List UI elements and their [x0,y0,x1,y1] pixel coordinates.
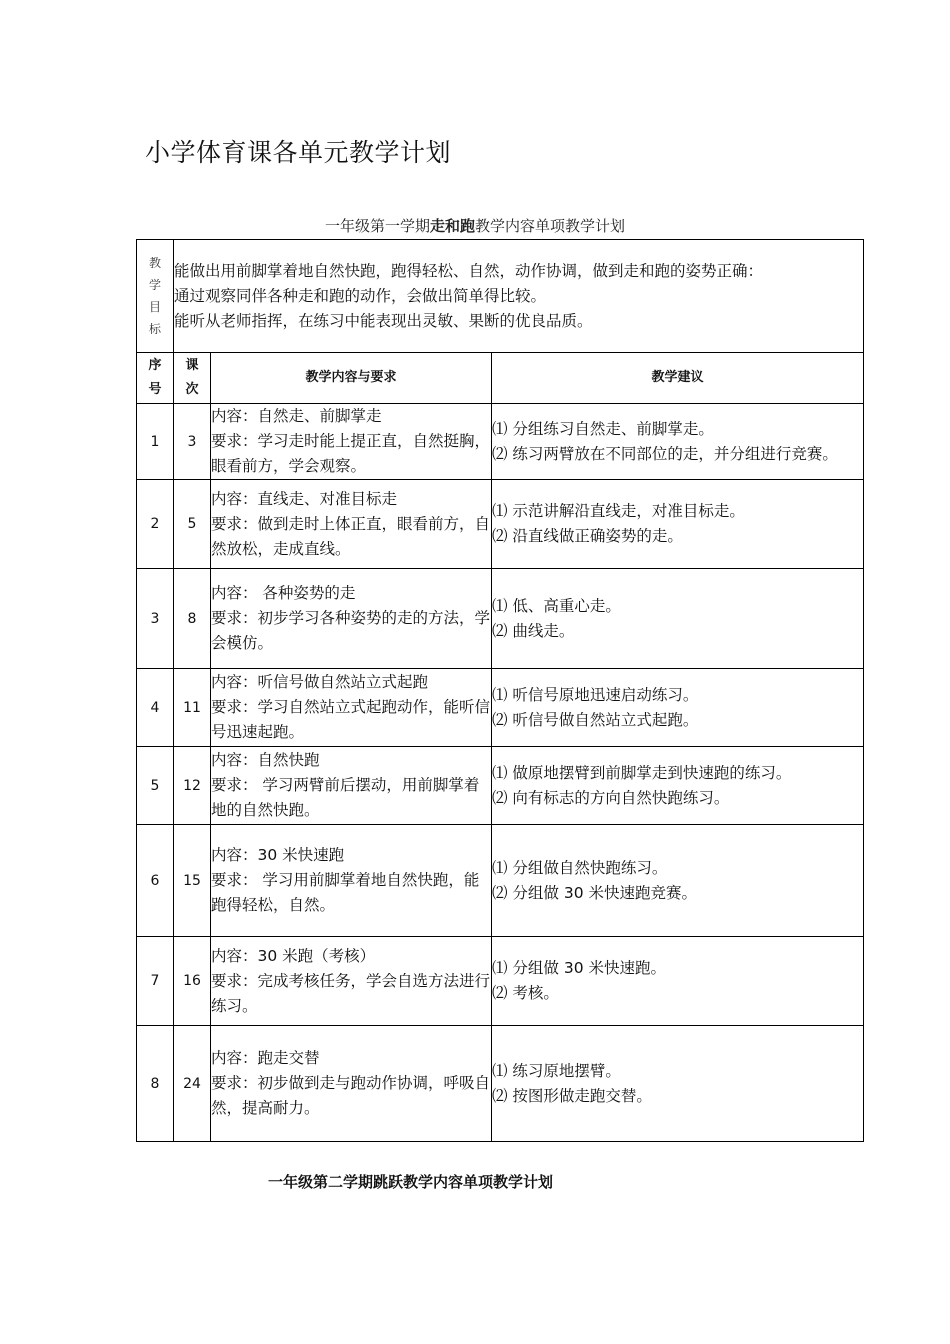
table-row [137,480,864,569]
table-row [137,937,864,1026]
section-title-post: 教学内容单项教学计划 [475,217,626,235]
table-row [137,669,864,747]
row-suggestion: ⑴ 练习原地摆臂。 ⑵ 按图形做走跑交替。 [492,1026,864,1142]
row-lessons: 12 [174,747,211,825]
row-suggestion: ⑴ 做原地摆臂到前脚掌走到快速跑的练习。 ⑵ 向有标志的方向自然快跑练习。 [492,747,864,825]
row-lessons: 5 [174,480,211,569]
table-row [137,1026,864,1142]
document-title: 小学体育课各单元教学计划 [145,138,452,167]
row-seq: 8 [137,1026,174,1142]
row-seq: 4 [137,669,174,747]
table-row [137,747,864,825]
header-lessons: 课 次 [174,353,211,404]
row-content: 内容：30 米跑（考核） 要求：完成考核任务，学会自选方法进行练习。 [211,937,492,1026]
row-content: 内容：跑走交替 要求：初步做到走与跑动作协调，呼吸自然，提高耐力。 [211,1026,492,1142]
row-lessons: 16 [174,937,211,1026]
table-row [137,569,864,669]
goal-line: 通过观察同伴各种走和跑的动作，会做出简单得比较。 [174,286,547,305]
header-suggestion: 教学建议 [492,353,864,404]
goal-label: 教 学 目 标 [137,240,174,353]
next-section-title: 一年级第二学期跳跃教学内容单项教学计划 [268,1173,554,1191]
row-content: 内容：听信号做自然站立式起跑 要求：学习自然站立式起跑动作，能听信号迅速起跑。 [211,669,492,747]
row-suggestion: ⑴ 示范讲解沿直线走，对准目标走。 ⑵ 沿直线做正确姿势的走。 [492,480,864,569]
goal-line: 能做出用前脚掌着地自然快跑，跑得轻松、自然，动作协调，做到走和跑的姿势正确： [174,261,764,280]
row-content: 内容：30 米快速跑 要求： 学习用前脚掌着地自然快跑，能跑得轻松，自然。 [211,825,492,937]
row-lessons: 8 [174,569,211,669]
table-row [137,404,864,480]
row-seq: 7 [137,937,174,1026]
section-title [0,215,950,236]
section-title-pre: 一年级第一学期 [324,217,430,235]
header-content: 教学内容与要求 [211,353,492,404]
row-suggestion: ⑴ 听信号原地迅速启动练习。 ⑵ 听信号做自然站立式起跑。 [492,669,864,747]
section-title-topic: 走和跑 [429,217,475,235]
row-lessons: 24 [174,1026,211,1142]
row-suggestion: ⑴ 分组做自然快跑练习。 ⑵ 分组做 30 米快速跑竞赛。 [492,825,864,937]
row-suggestion: ⑴ 分组做 30 米快速跑。 ⑵ 考核。 [492,937,864,1026]
row-content: 内容：自然快跑 要求： 学习两臂前后摆动，用前脚掌着地的自然快跑。 [211,747,492,825]
goal-row [137,240,864,353]
row-seq: 6 [137,825,174,937]
row-suggestion: ⑴ 分组练习自然走、前脚掌走。 ⑵ 练习两臂放在不同部位的走，并分组进行竞赛。 [492,404,864,480]
row-seq: 3 [137,569,174,669]
row-seq: 2 [137,480,174,569]
row-content: 内容：自然走、前脚掌走 要求：学习走时能上提正直，自然挺胸，眼看前方，学会观察。 [211,404,492,480]
row-seq: 1 [137,404,174,480]
row-lessons: 11 [174,669,211,747]
goal-line: 能听从老师指挥，在练习中能表现出灵敏、果断的优良品质。 [174,311,593,330]
header-row [137,353,864,404]
teaching-plan-table [136,239,864,1142]
goal-text [174,240,864,353]
row-suggestion: ⑴ 低、高重心走。 ⑵ 曲线走。 [492,569,864,669]
row-content: 内容： 各种姿势的走 要求：初步学习各种姿势的走的方法，学会模仿。 [211,569,492,669]
header-seq: 序 号 [137,353,174,404]
row-lessons: 3 [174,404,211,480]
table-row [137,825,864,937]
row-seq: 5 [137,747,174,825]
row-content: 内容：直线走、对准目标走 要求：做到走时上体正直，眼看前方，自然放松，走成直线。 [211,480,492,569]
row-lessons: 15 [174,825,211,937]
